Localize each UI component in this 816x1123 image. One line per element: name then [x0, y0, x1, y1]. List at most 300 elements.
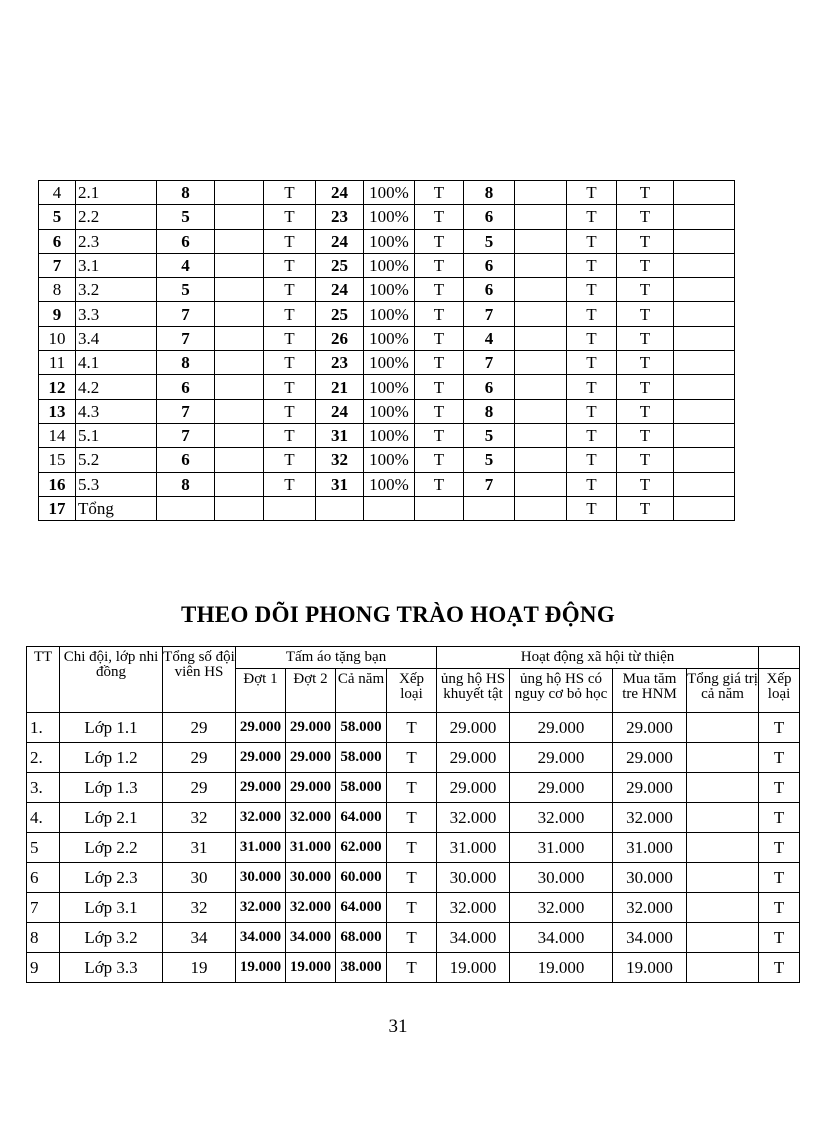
- table-cell: T: [617, 181, 674, 205]
- table-cell: T: [264, 351, 316, 375]
- table-cell: 8: [157, 472, 215, 496]
- header-mua-tam: Mua tăm tre HNM: [613, 669, 687, 713]
- table-cell: 100%: [364, 351, 415, 375]
- table-cell: 30.000: [613, 863, 687, 893]
- table-row: [39, 302, 735, 326]
- table-cell: 24: [316, 181, 364, 205]
- table-cell: 100%: [364, 472, 415, 496]
- table-cell: 7: [464, 472, 515, 496]
- table-cell: 2.3: [76, 229, 157, 253]
- table-cell: 34: [163, 923, 236, 953]
- table-cell: [264, 496, 316, 520]
- table-cell: [674, 399, 735, 423]
- table-cell: Lớp 2.1: [60, 803, 163, 833]
- table-cell: 19: [163, 953, 236, 983]
- table-cell: T: [617, 423, 674, 447]
- section-heading: THEO DÕI PHONG TRÀO HOẠT ĐỘNG: [180, 602, 616, 627]
- table-cell: T: [264, 399, 316, 423]
- table-cell: [364, 496, 415, 520]
- header-dot2: Đợt 2: [286, 669, 336, 713]
- table-cell: 24: [316, 229, 364, 253]
- header-group-charity: Hoạt động xã hội từ thiện: [437, 647, 759, 669]
- table-cell: 32.000: [437, 893, 510, 923]
- table-cell: [674, 496, 735, 520]
- table-row: [27, 893, 800, 923]
- table-cell: [674, 253, 735, 277]
- table-cell: 7: [157, 423, 215, 447]
- table-cell: 29.000: [437, 743, 510, 773]
- table-cell: 100%: [364, 229, 415, 253]
- table-cell: 8: [157, 181, 215, 205]
- table-cell: T: [264, 302, 316, 326]
- table-cell: T: [387, 923, 437, 953]
- table-cell: 29.000: [510, 713, 613, 743]
- table-cell: [674, 423, 735, 447]
- table-cell: T: [567, 472, 617, 496]
- table-cell: [687, 833, 759, 863]
- table-cell: 6: [157, 229, 215, 253]
- table-cell: [215, 375, 264, 399]
- table-cell: 11: [39, 351, 76, 375]
- table-row: [27, 803, 800, 833]
- table-cell: T: [759, 713, 800, 743]
- table-cell: [415, 496, 464, 520]
- table-cell: 10: [39, 326, 76, 350]
- table-cell: 29.000: [236, 743, 286, 773]
- table-cell: [215, 181, 264, 205]
- table-row: [39, 399, 735, 423]
- table-cell: Lớp 2.2: [60, 833, 163, 863]
- header-tt: TT: [27, 647, 60, 713]
- header-ung-ho-bo-hoc: ủng hộ HS có nguy cơ bỏ học: [510, 669, 613, 713]
- table-cell: 31.000: [437, 833, 510, 863]
- activity-table: [26, 646, 800, 983]
- table-cell: T: [415, 399, 464, 423]
- table-cell: 100%: [364, 205, 415, 229]
- table-cell: 68.000: [336, 923, 387, 953]
- table-cell: 31.000: [286, 833, 336, 863]
- table-cell: 32.000: [286, 893, 336, 923]
- table-cell: T: [264, 472, 316, 496]
- table-cell: [515, 253, 567, 277]
- table-cell: T: [415, 302, 464, 326]
- table-cell: 31: [316, 472, 364, 496]
- table-cell: 29.000: [613, 773, 687, 803]
- table-cell: T: [264, 181, 316, 205]
- table-row: [39, 351, 735, 375]
- table-cell: T: [415, 229, 464, 253]
- table-cell: 29: [163, 713, 236, 743]
- table-cell: 100%: [364, 375, 415, 399]
- table-cell: 4.3: [76, 399, 157, 423]
- table-cell: 32.000: [236, 893, 286, 923]
- table-cell: T: [759, 803, 800, 833]
- table-cell: 12: [39, 375, 76, 399]
- table-cell: T: [264, 423, 316, 447]
- table-cell: 4: [157, 253, 215, 277]
- table-cell: 3.2: [76, 278, 157, 302]
- table-cell: 21: [316, 375, 364, 399]
- table-cell: 29.000: [613, 713, 687, 743]
- table-row: [39, 229, 735, 253]
- table-cell: [215, 253, 264, 277]
- table-cell: 6: [27, 863, 60, 893]
- table-cell: 7: [157, 399, 215, 423]
- class-summary-table: [38, 180, 735, 521]
- table-cell: T: [264, 229, 316, 253]
- table-cell: [515, 448, 567, 472]
- table-cell: 4: [464, 326, 515, 350]
- table-cell: [215, 423, 264, 447]
- table-cell: [674, 205, 735, 229]
- table-cell: T: [759, 743, 800, 773]
- header-class: Chi đội, lớp nhi đồng: [60, 647, 163, 713]
- table-cell: 32.000: [510, 893, 613, 923]
- table-cell: [515, 423, 567, 447]
- table-row: [39, 423, 735, 447]
- table-row: [39, 278, 735, 302]
- table-cell: 64.000: [336, 803, 387, 833]
- table-cell: 29.000: [510, 743, 613, 773]
- table-cell: T: [415, 448, 464, 472]
- table-cell: 58.000: [336, 713, 387, 743]
- table-cell: T: [415, 375, 464, 399]
- table-cell: T: [759, 863, 800, 893]
- table-cell: [215, 351, 264, 375]
- table-cell: 19.000: [236, 953, 286, 983]
- table-cell: T: [264, 375, 316, 399]
- table-cell: [687, 773, 759, 803]
- table-cell: Lớp 1.1: [60, 713, 163, 743]
- table-cell: T: [617, 205, 674, 229]
- table-cell: T: [387, 713, 437, 743]
- table-cell: [215, 472, 264, 496]
- table-cell: 23: [316, 351, 364, 375]
- table-cell: 16: [39, 472, 76, 496]
- header-xep-loai-2: Xếp loại: [759, 669, 800, 713]
- table-cell: 1.: [27, 713, 60, 743]
- table-cell: 8: [39, 278, 76, 302]
- table-cell: Lớp 2.3: [60, 863, 163, 893]
- table-cell: [687, 803, 759, 833]
- table-cell: 29.000: [236, 773, 286, 803]
- header-tong-gia-tri: Tổng giá trị cả năm: [687, 669, 759, 713]
- table-cell: T: [617, 326, 674, 350]
- table-cell: [215, 399, 264, 423]
- table-cell: 31: [163, 833, 236, 863]
- table-cell: T: [415, 472, 464, 496]
- table-cell: 29.000: [437, 773, 510, 803]
- table-cell: T: [759, 833, 800, 863]
- table-cell: [687, 863, 759, 893]
- table-cell: 30.000: [236, 863, 286, 893]
- table-cell: 5.2: [76, 448, 157, 472]
- table-cell: 34.000: [613, 923, 687, 953]
- table-cell: T: [415, 253, 464, 277]
- table-cell: 17: [39, 496, 76, 520]
- table-cell: T: [264, 326, 316, 350]
- table-cell: 3.1: [76, 253, 157, 277]
- table-cell: 9: [39, 302, 76, 326]
- table-cell: 5.3: [76, 472, 157, 496]
- table-cell: Lớp 1.2: [60, 743, 163, 773]
- table-cell: 2.: [27, 743, 60, 773]
- table-cell: [674, 351, 735, 375]
- table-cell: T: [415, 181, 464, 205]
- table-cell: 58.000: [336, 743, 387, 773]
- table-cell: [515, 229, 567, 253]
- table-cell: 6: [464, 205, 515, 229]
- table-cell: 32.000: [613, 893, 687, 923]
- table-cell: [515, 375, 567, 399]
- table-cell: [674, 326, 735, 350]
- table-cell: [515, 205, 567, 229]
- header-ca-nam: Cả năm: [336, 669, 387, 713]
- table-cell: 34.000: [510, 923, 613, 953]
- table-cell: 30.000: [286, 863, 336, 893]
- table-cell: 3.3: [76, 302, 157, 326]
- table-cell: 6: [464, 278, 515, 302]
- table-cell: [687, 893, 759, 923]
- table-cell: T: [264, 205, 316, 229]
- table-cell: 34.000: [286, 923, 336, 953]
- table-cell: Lớp 1.3: [60, 773, 163, 803]
- table-cell: [515, 472, 567, 496]
- table-cell: 15: [39, 448, 76, 472]
- table-cell: T: [415, 351, 464, 375]
- table-cell: 6: [464, 253, 515, 277]
- table-cell: 5: [27, 833, 60, 863]
- table-cell: Lớp 3.2: [60, 923, 163, 953]
- table-cell: [215, 205, 264, 229]
- header-dot1: Đợt 1: [236, 669, 286, 713]
- table-cell: [515, 399, 567, 423]
- table-cell: T: [759, 893, 800, 923]
- table-row: [39, 205, 735, 229]
- table-cell: 6: [39, 229, 76, 253]
- table-row: [27, 833, 800, 863]
- table-cell: 6: [157, 375, 215, 399]
- table-cell: T: [759, 923, 800, 953]
- table-cell: 32: [316, 448, 364, 472]
- table-cell: 2.2: [76, 205, 157, 229]
- table-cell: 8: [27, 923, 60, 953]
- table-row: [39, 181, 735, 205]
- table-cell: 8: [464, 181, 515, 205]
- table-cell: 100%: [364, 253, 415, 277]
- table-cell: 29.000: [236, 713, 286, 743]
- table-row: [39, 326, 735, 350]
- table-cell: 7: [157, 326, 215, 350]
- table-cell: 14: [39, 423, 76, 447]
- table-cell: [674, 229, 735, 253]
- table-cell: 19.000: [613, 953, 687, 983]
- table-cell: 5: [464, 423, 515, 447]
- table-cell: 5: [464, 229, 515, 253]
- table-cell: 29.000: [437, 713, 510, 743]
- table-cell: [515, 302, 567, 326]
- table-cell: T: [617, 448, 674, 472]
- table-row: [27, 923, 800, 953]
- table-row: [39, 375, 735, 399]
- table-cell: 5: [39, 205, 76, 229]
- table-cell: 25: [316, 253, 364, 277]
- table-cell: 34.000: [437, 923, 510, 953]
- table-cell: 8: [157, 351, 215, 375]
- table-cell: T: [567, 326, 617, 350]
- table-cell: T: [567, 205, 617, 229]
- table-cell: [674, 472, 735, 496]
- table-row: [27, 743, 800, 773]
- table-row: [39, 472, 735, 496]
- table-cell: 5: [157, 205, 215, 229]
- header-ung-ho-khuyet-tat: ủng hộ HS khuyết tật: [437, 669, 510, 713]
- table-cell: Lớp 3.1: [60, 893, 163, 923]
- table-cell: T: [567, 181, 617, 205]
- table-cell: 32.000: [286, 803, 336, 833]
- table-cell: 7: [27, 893, 60, 923]
- table-row: [39, 448, 735, 472]
- page-number: 31: [388, 1016, 408, 1037]
- table-cell: [215, 496, 264, 520]
- table-cell: T: [617, 472, 674, 496]
- table-cell: 34.000: [236, 923, 286, 953]
- table-cell: [215, 302, 264, 326]
- table-cell: 25: [316, 302, 364, 326]
- table-cell: 62.000: [336, 833, 387, 863]
- table-cell: 7: [464, 351, 515, 375]
- table-cell: T: [264, 278, 316, 302]
- table-cell: T: [387, 893, 437, 923]
- table-cell: [674, 302, 735, 326]
- table-cell: 64.000: [336, 893, 387, 923]
- table-cell: 58.000: [336, 773, 387, 803]
- table-cell: 100%: [364, 181, 415, 205]
- table-cell: 29: [163, 743, 236, 773]
- table-cell: T: [387, 953, 437, 983]
- table-cell: 13: [39, 399, 76, 423]
- table-cell: 29.000: [510, 773, 613, 803]
- table-cell: Tổng: [76, 496, 157, 520]
- table-cell: 30.000: [510, 863, 613, 893]
- table-cell: 100%: [364, 399, 415, 423]
- table-row: [27, 773, 800, 803]
- table-cell: T: [567, 423, 617, 447]
- table-cell: 4.1: [76, 351, 157, 375]
- table-cell: T: [387, 803, 437, 833]
- table-cell: T: [567, 448, 617, 472]
- table-cell: T: [387, 863, 437, 893]
- table-cell: 32.000: [236, 803, 286, 833]
- table-cell: Lớp 3.3: [60, 953, 163, 983]
- table-cell: 38.000: [336, 953, 387, 983]
- table-cell: T: [264, 448, 316, 472]
- table-cell: 100%: [364, 278, 415, 302]
- table-cell: 32.000: [510, 803, 613, 833]
- table-cell: 29: [163, 773, 236, 803]
- table-cell: T: [567, 278, 617, 302]
- table-cell: 4.: [27, 803, 60, 833]
- table-cell: 19.000: [286, 953, 336, 983]
- table-cell: 2.1: [76, 181, 157, 205]
- table-cell: 32.000: [613, 803, 687, 833]
- table-cell: 60.000: [336, 863, 387, 893]
- table-cell: 32.000: [437, 803, 510, 833]
- table-cell: 6: [464, 375, 515, 399]
- table-cell: [515, 351, 567, 375]
- table-cell: 24: [316, 278, 364, 302]
- table-cell: 26: [316, 326, 364, 350]
- table-cell: T: [617, 399, 674, 423]
- table-row: [27, 953, 800, 983]
- table-cell: T: [567, 302, 617, 326]
- table-cell: 32: [163, 803, 236, 833]
- table-cell: T: [567, 351, 617, 375]
- table-row: [27, 713, 800, 743]
- table-cell: [674, 278, 735, 302]
- table-row: [39, 496, 735, 520]
- table-cell: T: [387, 773, 437, 803]
- table-cell: T: [567, 496, 617, 520]
- table-cell: T: [617, 351, 674, 375]
- table-cell: T: [617, 496, 674, 520]
- table-cell: 9: [27, 953, 60, 983]
- table-cell: 5: [157, 278, 215, 302]
- table-cell: [687, 923, 759, 953]
- table-cell: [157, 496, 215, 520]
- table-cell: 32: [163, 893, 236, 923]
- table-cell: 3.: [27, 773, 60, 803]
- table-cell: T: [415, 278, 464, 302]
- table-cell: 31.000: [236, 833, 286, 863]
- table-cell: 6: [157, 448, 215, 472]
- header-empty: [759, 647, 800, 669]
- table-cell: T: [567, 229, 617, 253]
- table-cell: 100%: [364, 423, 415, 447]
- table-cell: [687, 713, 759, 743]
- table-cell: [215, 448, 264, 472]
- table-cell: [515, 278, 567, 302]
- table-cell: T: [617, 375, 674, 399]
- table-cell: T: [387, 743, 437, 773]
- header-total: Tổng số đội viên HS: [163, 647, 236, 713]
- table-cell: T: [387, 833, 437, 863]
- table-cell: T: [567, 375, 617, 399]
- table-cell: 23: [316, 205, 364, 229]
- table-cell: 7: [464, 302, 515, 326]
- header-xep-loai-1: Xếp loại: [387, 669, 437, 713]
- table-cell: [215, 326, 264, 350]
- table-cell: 31.000: [510, 833, 613, 863]
- table-cell: [674, 181, 735, 205]
- table-cell: [687, 953, 759, 983]
- table-cell: 4: [39, 181, 76, 205]
- header-group-shirt: Tấm áo tặng bạn: [236, 647, 437, 669]
- table-cell: 29.000: [286, 743, 336, 773]
- table-cell: [215, 229, 264, 253]
- table-cell: [215, 278, 264, 302]
- table-cell: T: [567, 253, 617, 277]
- table-cell: 8: [464, 399, 515, 423]
- table-cell: [515, 326, 567, 350]
- table-cell: T: [617, 302, 674, 326]
- table-cell: T: [759, 773, 800, 803]
- table-cell: T: [415, 423, 464, 447]
- table-cell: 24: [316, 399, 364, 423]
- table-cell: 31: [316, 423, 364, 447]
- table-cell: T: [617, 278, 674, 302]
- table-cell: 29.000: [613, 743, 687, 773]
